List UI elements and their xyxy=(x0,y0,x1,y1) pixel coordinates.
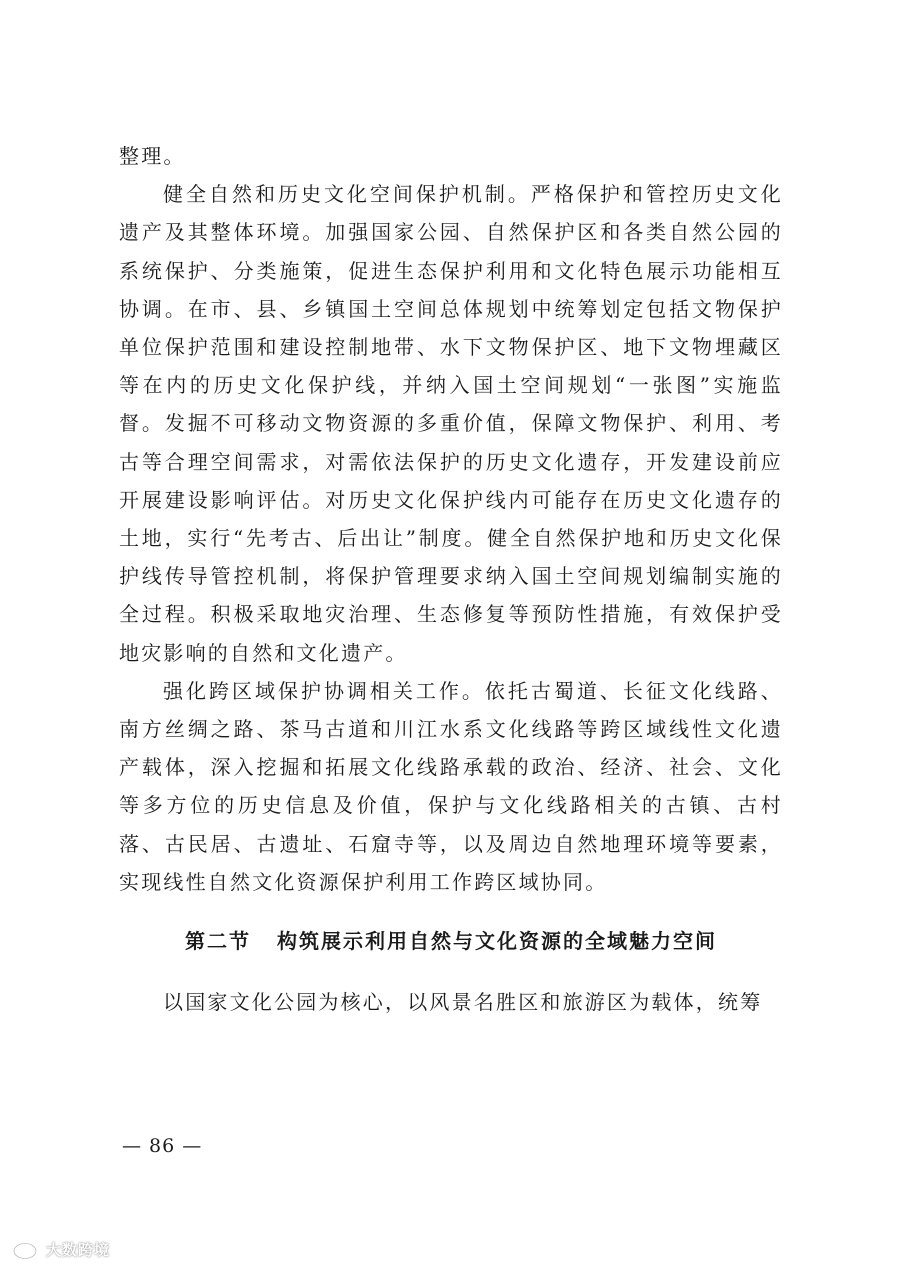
watermark xyxy=(12,1238,110,1260)
watermark-text: 大数跨境 xyxy=(46,1240,111,1259)
section-heading xyxy=(119,923,783,959)
section-title: 构筑展示利用自然与文化资源的全域魅力空间 xyxy=(277,929,717,954)
paragraph-closing: 以国家文化公园为核心，以风景名胜区和旅游区为载体，统筹 xyxy=(163,990,763,1015)
paragraph-cross-region: 强化跨区域保护协调相关工作。依托古蜀道、长征文化线路、南方丝绸之路、茶马古道和川江水系文化线路等跨区域线性文化遗产载体，深入挖掘和拓展文化线路承载的政治、经济、社会、文化等多方位的历史信息及价值，保护与文化线路相关的古镇、古村落、古民居、古遗址、石窟寺等，以及周边自然地理环境等要素，实现线性自然文化资源保护利用工作跨区域协同。 xyxy=(119,678,783,894)
document-body xyxy=(119,137,783,1021)
page-number: — 86 — xyxy=(122,1135,203,1157)
section-number: 第二节 xyxy=(185,929,251,954)
weibo-logo-icon xyxy=(12,1238,42,1260)
paragraph-heritage-protection: 健全自然和历史文化空间保护机制。严格保护和管控历史文化遗产及其整体环境。加强国家公园、自然保护区和各类自然公园的系统保护、分类施策，促进生态保护利用和文化特色展示功能相互协调。在市、县、乡镇国土空间总体规划中统筹划定包括文物保护单位保护范围和建设控制地带、水下文物保护区、地下文物埋藏区等在内的历史文化保护线，并纳入国土空间规划“一张图”实施监督。发掘不可移动文物资源的多重价值，保障文物保护、利用、考古等合理空间需求，对需依法保护的历史文化遗存，开发建设前应开展建设影响评估。对历史文化保护线内可能存在历史文化遗存的土地，实行“先考古、后出让”制度。健全自然保护地和历史文化保护线传导管控机制，将保护管理要求纳入国土空间规划编制实施的全过程。积极采取地灾治理、生态修复等预防性措施，有效保护受地灾影响的自然和文化遗产。 xyxy=(119,182,783,665)
paragraph-continuation: 整理。 xyxy=(119,144,186,168)
